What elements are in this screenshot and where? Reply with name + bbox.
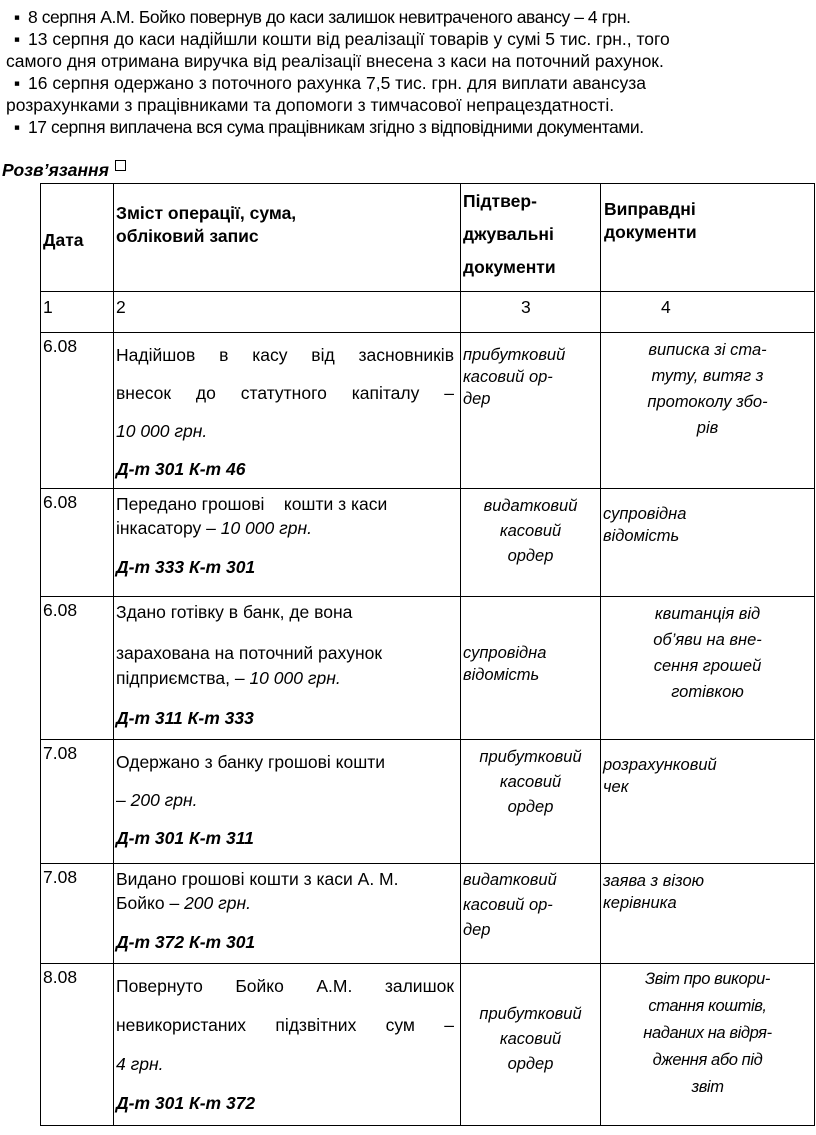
cell-confirming-doc: видатковий касовий ордер (461, 489, 601, 597)
table-row (41, 964, 815, 1126)
bullet-icon: ▪ (13, 73, 21, 93)
square-icon (115, 160, 126, 171)
cell-confirming-doc: прибутковий касовий ор- дер (461, 333, 601, 489)
col-number: 1 (41, 292, 114, 333)
bullet-icon: ▪ (13, 7, 21, 27)
cell-content: Видано грошові кошти з каси А. М. Бойко – 200 грн. Д-т 372 К-т 301 (114, 864, 461, 964)
cell-content: Здано готівку в банк, де вона зарахована на поточний рахунок підприємства, – 10 000 грн. Д-т 311 К-т 333 (114, 597, 461, 740)
cell-content: Повернуто Бойко А.М. залишок невикористаних підзвітних сум – 4 грн. Д-т 301 К-т 372 (114, 964, 461, 1126)
table-row (41, 864, 815, 964)
col-number: 2 (114, 292, 461, 333)
header-date: Дата (41, 184, 114, 292)
table-header-row (41, 184, 815, 292)
header-confirming-docs: Підтвер- джувальні документи (461, 184, 601, 292)
cell-justifying-doc: супровідна відомість (601, 489, 815, 597)
cell-content: Надійшов в касу від засновників внесок до статутного капіталу – 10 000 грн. Д-т 301 К-т 46 (114, 333, 461, 489)
cell-confirming-doc: видатковий касовий ор- дер (461, 864, 601, 964)
cell-justifying-doc: Звіт про викори- стання коштів, наданих на відря- дження або під звіт (601, 964, 815, 1126)
condition-item-continued: розрахунками з працівниками та допомоги з тимчасової непрацездатності. (6, 95, 615, 115)
bullet-icon: ▪ (13, 117, 21, 137)
cell-date: 7.08 (41, 864, 114, 964)
cell-justifying-doc: розрахунковий чек (601, 740, 815, 864)
condition-item-continued: самого дня отримана виручка від реалізації внесена з каси на поточний рахунок. (6, 51, 664, 71)
solution-title: Розв’язання (2, 160, 126, 181)
column-numbers-row (41, 292, 815, 333)
table-row (41, 333, 815, 489)
task-conditions (6, 6, 806, 138)
cell-content: Одержано з банку грошові кошти – 200 грн. Д-т 301 К-т 311 (114, 740, 461, 864)
condition-item: ▪ 16 серпня одержано з поточного рахунка 7,5 тис. грн. для виплати авансуза (6, 72, 806, 94)
cell-date: 8.08 (41, 964, 114, 1126)
table-row (41, 740, 815, 864)
cell-confirming-doc: прибутковий касовий ордер (461, 740, 601, 864)
col-number: 3 (461, 292, 601, 333)
header-content: Зміст операції, сума, обліковий запис (114, 184, 461, 292)
cell-date: 6.08 (41, 489, 114, 597)
cell-date: 6.08 (41, 333, 114, 489)
table-row (41, 489, 815, 597)
condition-item: ▪ 17 серпня виплачена вся сума працівникам згідно з відповідними документами. (6, 116, 806, 138)
cell-justifying-doc: квитанція від об’яви на вне- сення грошей готівкою (601, 597, 815, 740)
cell-date: 7.08 (41, 740, 114, 864)
cell-content: Передано грошові кошти з каси інкасатору – 10 000 грн. Д-т 333 К-т 301 (114, 489, 461, 597)
cell-confirming-doc: прибутковий касовий ордер (461, 964, 601, 1126)
cell-justifying-doc: виписка зі ста- туту, витяг з протоколу збо- рів (601, 333, 815, 489)
table-row (41, 597, 815, 740)
condition-item: ▪ 8 серпня А.М. Бойко повернув до каси залишок невитраченого авансу – 4 грн. (6, 6, 806, 28)
col-number: 4 (601, 292, 815, 333)
cell-date: 6.08 (41, 597, 114, 740)
header-justifying-docs: Виправдні документи (601, 184, 815, 292)
cell-justifying-doc: заява з візою керівника (601, 864, 815, 964)
operations-table (40, 183, 815, 1126)
condition-item: ▪ 13 серпня до каси надійшли кошти від реалізації товарів у сумі 5 тис. грн., того (6, 28, 806, 50)
bullet-icon: ▪ (13, 29, 21, 49)
cell-confirming-doc: супровідна відомість (461, 597, 601, 740)
